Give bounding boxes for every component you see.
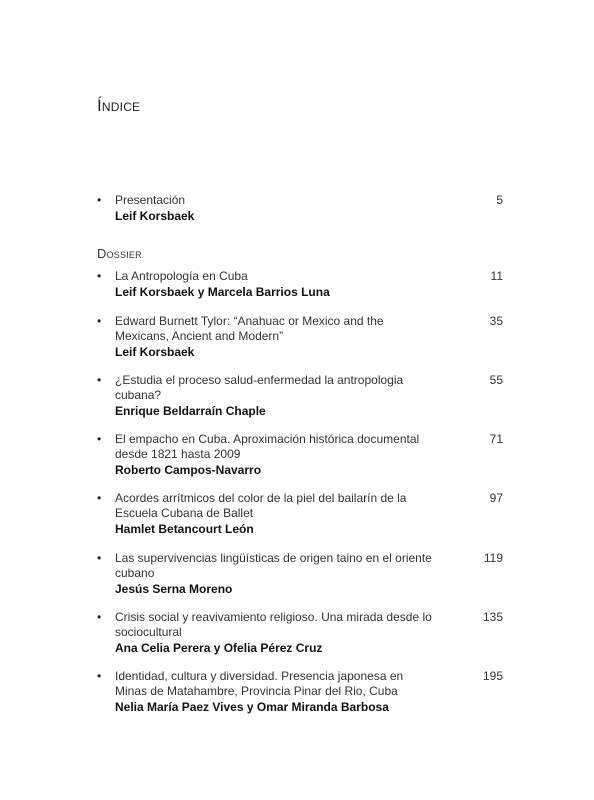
entry-title: Identidad, cultura y diversidad. Presencia japonesa en Minas de Matahambre, Provincia Pinar del Rio, Cuba xyxy=(115,669,404,698)
bullet-icon: • xyxy=(97,669,102,683)
bullet-icon: • xyxy=(97,551,102,565)
entry-title: ¿Estudia el proceso salud-enfermedad la antropologia cubana? xyxy=(115,373,404,402)
entry-title: Edward Burnett Tylor: “Anahuac or Mexico and the Mexicans, Ancient and Modern” xyxy=(115,314,384,343)
page-title: Índice xyxy=(97,96,141,115)
entry-page-number: 11 xyxy=(490,269,503,283)
entry-title: Acordes arrítmicos del color de la piel del bailarín de la Escuela Cubana de Ballet xyxy=(115,491,407,520)
entry-page-number: 35 xyxy=(489,314,503,328)
toc-entry[interactable] xyxy=(97,610,507,656)
entry-author: Roberto Campos-Navarro xyxy=(115,463,262,477)
entry-author: Nelia María Paez Vives y Omar Miranda Barbosa xyxy=(115,700,389,714)
entry-page-number: 119 xyxy=(483,551,503,565)
entry-author: Leif Korsbaek xyxy=(115,345,195,359)
toc-entry[interactable] xyxy=(97,491,507,537)
toc-entry[interactable] xyxy=(97,373,507,419)
bullet-icon: • xyxy=(97,193,102,207)
bullet-icon: • xyxy=(97,269,102,283)
toc-entry-presentacion[interactable] xyxy=(97,193,507,224)
entry-page-number: 135 xyxy=(482,610,503,624)
toc-entry[interactable] xyxy=(97,551,507,597)
entry-title: Crisis social y reavivamiento religioso. Una mirada desde lo sociocultural xyxy=(115,610,432,639)
bullet-icon: • xyxy=(97,432,102,446)
entry-title: Presentación xyxy=(115,193,186,207)
entry-author: Hamlet Betancourt León xyxy=(115,522,254,536)
toc-entry[interactable] xyxy=(97,669,507,715)
toc-entry[interactable] xyxy=(97,432,507,478)
entry-author: Leif Korsbaek xyxy=(115,209,195,223)
section-label-dossier: Dossier xyxy=(97,246,142,261)
toc-entry[interactable] xyxy=(97,314,507,360)
entry-page-number: 71 xyxy=(489,432,503,446)
entry-page-number: 5 xyxy=(496,193,503,207)
toc-entry[interactable] xyxy=(97,269,507,300)
entry-page-number: 55 xyxy=(489,373,503,387)
entry-author: Ana Celia Perera y Ofelia Pérez Cruz xyxy=(115,641,323,655)
entry-author: Enrique Beldarraín Chaple xyxy=(115,404,266,418)
entry-page-number: 97 xyxy=(489,491,503,505)
bullet-icon: • xyxy=(97,373,102,387)
entry-author: Jesús Serna Moreno xyxy=(115,582,233,596)
entry-title: La Antropología en Cuba xyxy=(115,269,248,283)
bullet-icon: • xyxy=(97,610,102,624)
entry-title: Las supervivencias lingüísticas de origen taino en el oriente cubano xyxy=(115,551,432,580)
bullet-icon: • xyxy=(97,314,102,328)
entry-page-number: 195 xyxy=(482,669,503,683)
bullet-icon: • xyxy=(97,491,102,505)
entry-author: Leif Korsbaek y Marcela Barrios Luna xyxy=(115,285,330,299)
entry-title: El empacho en Cuba. Aproximación histórica documental desde 1821 hasta 2009 xyxy=(115,432,420,461)
